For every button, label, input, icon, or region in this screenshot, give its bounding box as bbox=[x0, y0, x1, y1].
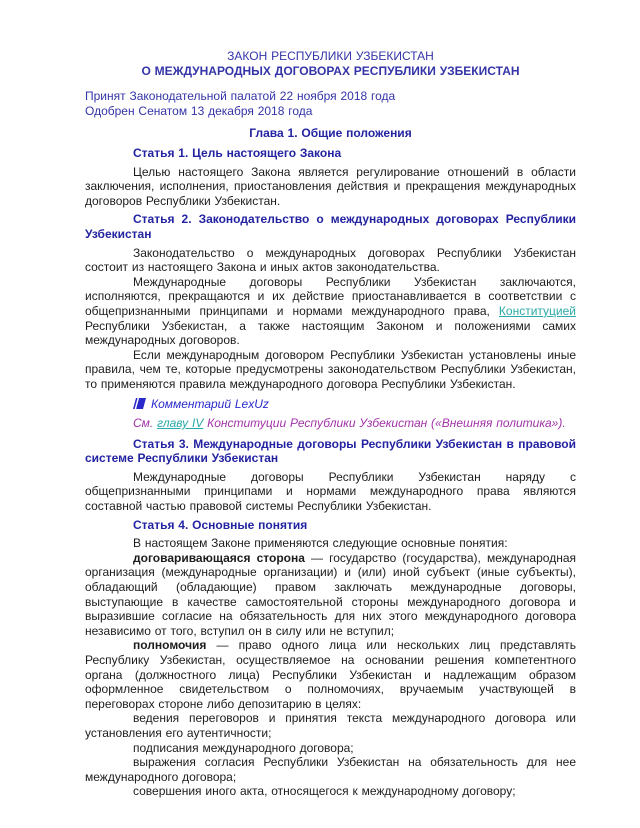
approved-line bbox=[85, 104, 576, 119]
article-2-paragraph-2 bbox=[85, 275, 576, 348]
text-run: выражения согласия Республики Узбекистан на обязательность для нее международного договора; bbox=[85, 755, 576, 784]
law-subtitle bbox=[85, 64, 576, 79]
text-run: В настоящем Законе применяются следующие основные понятия: bbox=[133, 536, 508, 551]
see-also-note bbox=[85, 416, 576, 431]
constitution-link[interactable]: Конституцией bbox=[498, 303, 576, 318]
text-run: Статья 2. Законодательство о международных договорах Республики Узбекистан bbox=[85, 212, 576, 241]
text-run: Если международным договором Республики Узбекистан установлены иные правила, чем те, которые предусмотрены законодательством Республики Узбекистан, то применяются правила международного договора Республики Узбекистан. bbox=[85, 347, 576, 391]
text-run: — право одного лица или нескольких лиц представлять Республику Узбекистан, осуществляемое на основании решения компетентного органа (должностного лица) Республики Узбекистан и надлежащим образом оформленное свидетельством о полномочиях, вручаемым участвующей в переговорах стороне либо депозитарию в целях: bbox=[85, 638, 576, 711]
chapter-iv-link[interactable]: главу IV bbox=[157, 416, 204, 431]
text-run: Конституции Республики Узбекистан («Внешняя политика»). bbox=[203, 416, 566, 431]
text-run: Глава 1. Общие положения bbox=[249, 126, 412, 141]
article-1-paragraph bbox=[85, 165, 576, 209]
text-run: См. bbox=[133, 416, 158, 431]
text-run: ведения переговоров и принятия текста международного договора или установления его аутентичности; bbox=[85, 711, 576, 740]
text-run: Международные договоры Республики Узбекистан заключаются, исполняются, прекращаются и их действие приостанавливается в соответствии с общепризнанными принципами и нормами международного права, bbox=[85, 274, 576, 318]
text-run: Одобрен Сенатом 13 декабря 2018 года bbox=[85, 103, 313, 118]
text-run: Международные договоры Республики Узбекистан наряду с общепризнанными принципами и нормами международного права являются составной частью правовой системы Республики Узбекистан. bbox=[85, 469, 576, 514]
text-run: подписания международного договора; bbox=[133, 740, 354, 755]
article-3-heading bbox=[85, 437, 576, 466]
text-run: совершения иного акта, относящегося к международному договору; bbox=[133, 784, 516, 799]
article-2-paragraph-3 bbox=[85, 348, 576, 392]
text-run: Республики Узбекистан, а также настоящим Законом и положениями самих международных договоров. bbox=[85, 318, 576, 348]
text-run: — государство (государства), международная организация (международные организации) и (или) иной субъект (иные субъекты), обладающий (обладающие) правом заключать международные договоры, выступающие в качестве самостоятельной стороны международного договора и выразившие согласие на обязательность для них этого международного договора независимо от того, вступил он в силу или не вступил; bbox=[85, 550, 576, 638]
definition-contracting-party bbox=[85, 551, 576, 639]
document-body bbox=[85, 49, 576, 799]
text-run: Комментарий LexUz bbox=[151, 397, 269, 412]
credentials-item-2 bbox=[85, 741, 576, 756]
text-run: О МЕЖДУНАРОДНЫХ ДОГОВОРАХ РЕСПУБЛИКИ УЗБЕКИСТАН bbox=[141, 63, 520, 78]
lexuz-flag-icon bbox=[133, 397, 146, 409]
law-title bbox=[85, 49, 576, 64]
text-run: ЗАКОН РЕСПУБЛИКИ УЗБЕКИСТАН bbox=[227, 49, 434, 63]
text-run: Целью настоящего Закона является регулирование отношений в области заключения, исполнения, приостановления действия и прекращения международных договоров Республики Узбекистан. bbox=[85, 164, 576, 208]
article-2-heading bbox=[85, 212, 576, 241]
text-run: договаривающаяся сторона bbox=[133, 550, 305, 565]
article-4-heading bbox=[85, 518, 576, 533]
text-run: Статья 1. Цель настоящего Закона bbox=[133, 145, 342, 160]
text-run: Статья 4. Основные понятия bbox=[133, 517, 308, 532]
text-run: Статья 3. Международные договоры Республики Узбекистан в правовой системе Республики Узбекистан bbox=[85, 436, 576, 466]
text-run: Законодательство о международных договорах Республики Узбекистан состоит из настоящего Закона и иных актов законодательства. bbox=[85, 245, 576, 275]
lexuz-comment-line bbox=[85, 397, 576, 412]
text-run: полномочия bbox=[133, 638, 207, 653]
definition-credentials bbox=[85, 638, 576, 711]
adopted-line bbox=[85, 89, 576, 104]
article-2-paragraph-1 bbox=[85, 246, 576, 275]
article-1-heading bbox=[85, 146, 576, 161]
credentials-item-4 bbox=[85, 784, 576, 799]
credentials-item-3 bbox=[85, 755, 576, 784]
chapter-1-heading bbox=[85, 126, 576, 141]
article-3-paragraph bbox=[85, 470, 576, 514]
article-4-intro bbox=[85, 536, 576, 551]
credentials-item-1 bbox=[85, 711, 576, 740]
text-run: Принят Законодательной палатой 22 ноября 2018 года bbox=[85, 89, 396, 104]
